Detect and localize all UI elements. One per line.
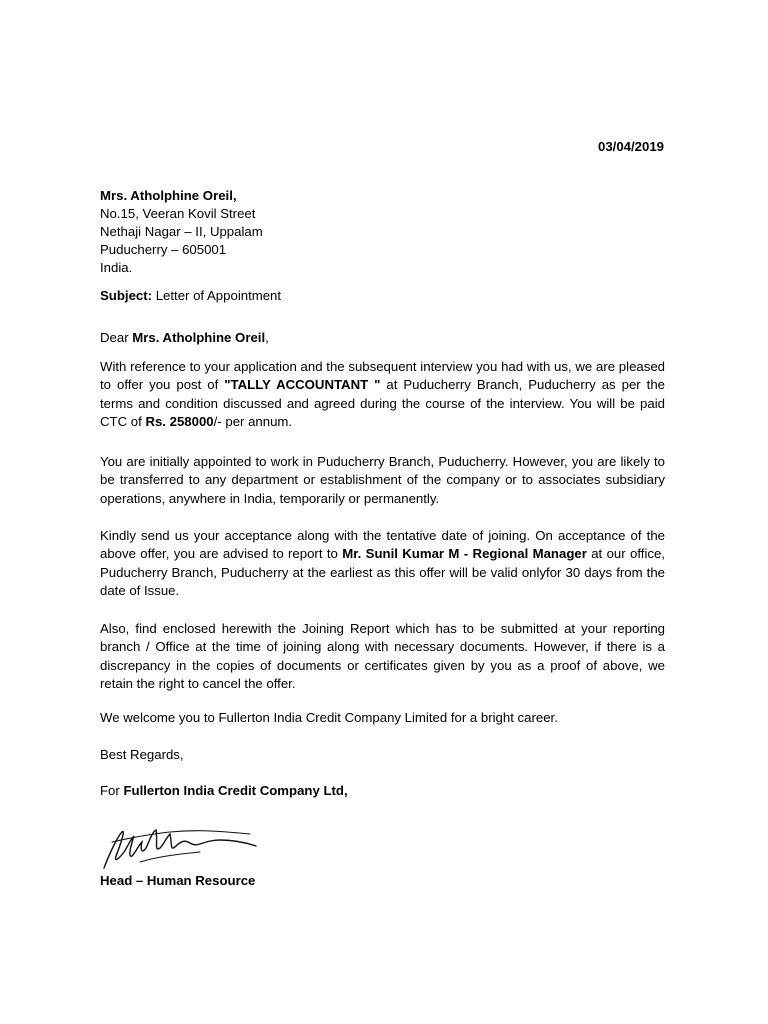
letter-date: 03/04/2019: [597, 139, 664, 154]
salutation-name: Mrs. Atholphine Oreil: [132, 330, 266, 345]
subject-text: Letter of Appointment: [152, 288, 282, 303]
signatory-title: Head – Human Resource: [100, 873, 256, 888]
salutation-suffix: ,: [265, 330, 269, 345]
paragraph-offer: [100, 358, 665, 432]
offer-text: at Puducherry Branch, Puducherry as per the terms and condition discussed and agreed during the course of the interview. You will be paid CTC of: [100, 377, 665, 430]
recipient-address: [100, 187, 665, 277]
closing-line: Best Regards,: [100, 747, 184, 762]
address-line: No.15, Veeran Kovil Street: [100, 206, 256, 221]
paragraph-documents: Also, find enclosed herewith the Joining Report which has to be submitted at your reporting branch / Office at the time of joining along with necessary documents. However, if there is a discrepancy in the copies of documents or certificates given by you as a proof of above, we retain the right to cancel the offer.: [100, 621, 665, 692]
address-line: Nethaji Nagar – II, Uppalam: [100, 224, 263, 239]
company-name: Fullerton India Credit Company Ltd,: [123, 783, 348, 798]
ctc-amount: Rs. 258000: [145, 414, 214, 430]
contact-role: Regional Manager: [472, 546, 587, 562]
address-line: India.: [100, 260, 133, 275]
company-line: [100, 783, 665, 798]
signature-image: [100, 822, 260, 878]
acceptance-text: Kindly send us your acceptance along with the tentative date of joining. On acceptance of the above offer, you are advised to report to: [100, 528, 665, 562]
subject-line: [100, 288, 665, 303]
acceptance-text: at our office, Puducherry Branch, Puducherry at the earliest as this offer will be valid onlyfor 30 days from the date of Issue.: [100, 546, 665, 599]
recipient-name: Mrs. Atholphine Oreil,: [100, 188, 237, 203]
welcome-line: We welcome you to Fullerton India Credit Company Limited for a bright career.: [100, 710, 558, 725]
salutation: [100, 330, 665, 345]
subject-label: Subject:: [100, 288, 153, 303]
company-prefix: For: [100, 783, 124, 798]
address-line: Puducherry – 605001: [100, 242, 227, 257]
paragraph-posting: You are initially appointed to work in Puducherry Branch, Puducherry. However, you are likely to be transferred to any department or establishment of the company or to associates subsidiary operations, anywhere in India, temporarily or permanently.: [100, 454, 665, 506]
offer-text: With reference to your application and the subsequent interview you had with us, we are pleased to offer you post of: [100, 359, 665, 393]
post-title: "TALLY ACCOUNTANT ": [224, 377, 381, 393]
contact-name: Mr. Sunil Kumar M: [342, 546, 460, 562]
salutation-prefix: Dear: [100, 330, 133, 345]
contact-separator: -: [459, 546, 473, 562]
paragraph-acceptance: [100, 527, 665, 601]
offer-text: /- per annum.: [213, 414, 293, 430]
